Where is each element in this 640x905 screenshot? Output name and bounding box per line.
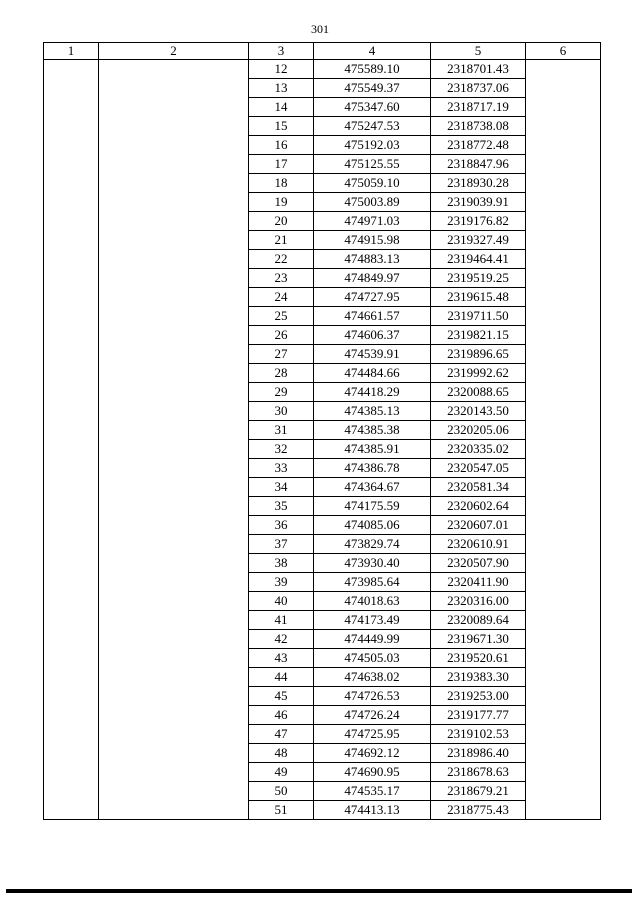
x-coordinate-cell: 474638.02 — [314, 668, 431, 687]
x-coordinate-cell: 473930.40 — [314, 554, 431, 573]
y-coordinate-cell: 2320143.50 — [431, 402, 526, 421]
x-coordinate-cell: 474385.13 — [314, 402, 431, 421]
point-number-cell: 21 — [249, 231, 314, 250]
point-number-cell: 39 — [249, 573, 314, 592]
y-coordinate-cell: 2318678.63 — [431, 763, 526, 782]
column-6-cell — [526, 60, 601, 820]
x-coordinate-cell: 474690.95 — [314, 763, 431, 782]
x-coordinate-cell: 474175.59 — [314, 497, 431, 516]
x-coordinate-cell: 474385.38 — [314, 421, 431, 440]
point-number-cell: 40 — [249, 592, 314, 611]
point-number-cell: 17 — [249, 155, 314, 174]
x-coordinate-cell: 474385.91 — [314, 440, 431, 459]
column-2-cell — [99, 60, 249, 820]
y-coordinate-cell: 2320088.65 — [431, 383, 526, 402]
point-number-cell: 22 — [249, 250, 314, 269]
x-coordinate-cell: 474727.95 — [314, 288, 431, 307]
y-coordinate-cell: 2319992.62 — [431, 364, 526, 383]
y-coordinate-cell: 2319102.53 — [431, 725, 526, 744]
x-coordinate-cell: 474726.24 — [314, 706, 431, 725]
column-header-2: 2 — [99, 43, 249, 60]
point-number-cell: 43 — [249, 649, 314, 668]
y-coordinate-cell: 2319177.77 — [431, 706, 526, 725]
point-number-cell: 31 — [249, 421, 314, 440]
x-coordinate-cell: 474971.03 — [314, 212, 431, 231]
x-coordinate-cell: 473985.64 — [314, 573, 431, 592]
point-number-cell: 19 — [249, 193, 314, 212]
point-number-cell: 44 — [249, 668, 314, 687]
table-body — [44, 60, 601, 820]
point-number-cell: 24 — [249, 288, 314, 307]
point-number-cell: 47 — [249, 725, 314, 744]
y-coordinate-cell: 2320547.05 — [431, 459, 526, 478]
point-number-cell: 29 — [249, 383, 314, 402]
y-coordinate-cell: 2319253.00 — [431, 687, 526, 706]
point-number-cell: 34 — [249, 478, 314, 497]
y-coordinate-cell: 2318701.43 — [431, 60, 526, 79]
x-coordinate-cell: 474915.98 — [314, 231, 431, 250]
point-number-cell: 20 — [249, 212, 314, 231]
y-coordinate-cell: 2319176.82 — [431, 212, 526, 231]
point-number-cell: 15 — [249, 117, 314, 136]
x-coordinate-cell: 475192.03 — [314, 136, 431, 155]
point-number-cell: 23 — [249, 269, 314, 288]
y-coordinate-cell: 2319464.41 — [431, 250, 526, 269]
point-number-cell: 25 — [249, 307, 314, 326]
y-coordinate-cell: 2319615.48 — [431, 288, 526, 307]
y-coordinate-cell: 2319520.61 — [431, 649, 526, 668]
point-number-cell: 26 — [249, 326, 314, 345]
y-coordinate-cell: 2319821.15 — [431, 326, 526, 345]
y-coordinate-cell: 2320607.01 — [431, 516, 526, 535]
y-coordinate-cell: 2319671.30 — [431, 630, 526, 649]
y-coordinate-cell: 2318986.40 — [431, 744, 526, 763]
y-coordinate-cell: 2319896.65 — [431, 345, 526, 364]
x-coordinate-cell: 473829.74 — [314, 535, 431, 554]
x-coordinate-cell: 474535.17 — [314, 782, 431, 801]
y-coordinate-cell: 2319383.30 — [431, 668, 526, 687]
x-coordinate-cell: 474661.57 — [314, 307, 431, 326]
bottom-rule — [6, 889, 632, 893]
x-coordinate-cell: 474413.13 — [314, 801, 431, 820]
y-coordinate-cell: 2318772.48 — [431, 136, 526, 155]
point-number-cell: 49 — [249, 763, 314, 782]
coordinates-table — [43, 42, 601, 820]
x-coordinate-cell: 475549.37 — [314, 79, 431, 98]
header-row — [44, 43, 601, 60]
y-coordinate-cell: 2320335.02 — [431, 440, 526, 459]
y-coordinate-cell: 2318775.43 — [431, 801, 526, 820]
y-coordinate-cell: 2320411.90 — [431, 573, 526, 592]
point-number-cell: 50 — [249, 782, 314, 801]
y-coordinate-cell: 2318717.19 — [431, 98, 526, 117]
column-1-cell — [44, 60, 99, 820]
point-number-cell: 32 — [249, 440, 314, 459]
x-coordinate-cell: 475059.10 — [314, 174, 431, 193]
y-coordinate-cell: 2318679.21 — [431, 782, 526, 801]
point-number-cell: 13 — [249, 79, 314, 98]
x-coordinate-cell: 474726.53 — [314, 687, 431, 706]
column-header-1: 1 — [44, 43, 99, 60]
point-number-cell: 41 — [249, 611, 314, 630]
y-coordinate-cell: 2318737.06 — [431, 79, 526, 98]
point-number-cell: 38 — [249, 554, 314, 573]
point-number-cell: 42 — [249, 630, 314, 649]
x-coordinate-cell: 475125.55 — [314, 155, 431, 174]
point-number-cell: 27 — [249, 345, 314, 364]
x-coordinate-cell: 474505.03 — [314, 649, 431, 668]
point-number-cell: 28 — [249, 364, 314, 383]
y-coordinate-cell: 2319519.25 — [431, 269, 526, 288]
x-coordinate-cell: 474606.37 — [314, 326, 431, 345]
y-coordinate-cell: 2320602.64 — [431, 497, 526, 516]
point-number-cell: 45 — [249, 687, 314, 706]
column-header-5: 5 — [431, 43, 526, 60]
x-coordinate-cell: 474484.66 — [314, 364, 431, 383]
point-number-cell: 37 — [249, 535, 314, 554]
y-coordinate-cell: 2319039.91 — [431, 193, 526, 212]
point-number-cell: 30 — [249, 402, 314, 421]
x-coordinate-cell: 474418.29 — [314, 383, 431, 402]
y-coordinate-cell: 2319711.50 — [431, 307, 526, 326]
x-coordinate-cell: 474018.63 — [314, 592, 431, 611]
x-coordinate-cell: 474085.06 — [314, 516, 431, 535]
page-number: 301 — [311, 22, 329, 36]
x-coordinate-cell: 474364.67 — [314, 478, 431, 497]
y-coordinate-cell: 2320507.90 — [431, 554, 526, 573]
column-header-6: 6 — [526, 43, 601, 60]
x-coordinate-cell: 474539.91 — [314, 345, 431, 364]
column-header-3: 3 — [249, 43, 314, 60]
point-number-cell: 14 — [249, 98, 314, 117]
y-coordinate-cell: 2319327.49 — [431, 231, 526, 250]
y-coordinate-cell: 2318930.28 — [431, 174, 526, 193]
x-coordinate-cell: 474883.13 — [314, 250, 431, 269]
point-number-cell: 16 — [249, 136, 314, 155]
x-coordinate-cell: 474449.99 — [314, 630, 431, 649]
point-number-cell: 18 — [249, 174, 314, 193]
point-number-cell: 48 — [249, 744, 314, 763]
y-coordinate-cell: 2320316.00 — [431, 592, 526, 611]
point-number-cell: 46 — [249, 706, 314, 725]
x-coordinate-cell: 474386.78 — [314, 459, 431, 478]
x-coordinate-cell: 474725.95 — [314, 725, 431, 744]
x-coordinate-cell: 475247.53 — [314, 117, 431, 136]
y-coordinate-cell: 2320089.64 — [431, 611, 526, 630]
y-coordinate-cell: 2320581.34 — [431, 478, 526, 497]
table-row — [44, 60, 601, 79]
x-coordinate-cell: 474692.12 — [314, 744, 431, 763]
x-coordinate-cell: 475589.10 — [314, 60, 431, 79]
point-number-cell: 51 — [249, 801, 314, 820]
point-number-cell: 12 — [249, 60, 314, 79]
point-number-cell: 33 — [249, 459, 314, 478]
y-coordinate-cell: 2318738.08 — [431, 117, 526, 136]
x-coordinate-cell: 475003.89 — [314, 193, 431, 212]
x-coordinate-cell: 474173.49 — [314, 611, 431, 630]
column-header-4: 4 — [314, 43, 431, 60]
y-coordinate-cell: 2320610.91 — [431, 535, 526, 554]
x-coordinate-cell: 475347.60 — [314, 98, 431, 117]
point-number-cell: 36 — [249, 516, 314, 535]
x-coordinate-cell: 474849.97 — [314, 269, 431, 288]
point-number-cell: 35 — [249, 497, 314, 516]
y-coordinate-cell: 2318847.96 — [431, 155, 526, 174]
y-coordinate-cell: 2320205.06 — [431, 421, 526, 440]
